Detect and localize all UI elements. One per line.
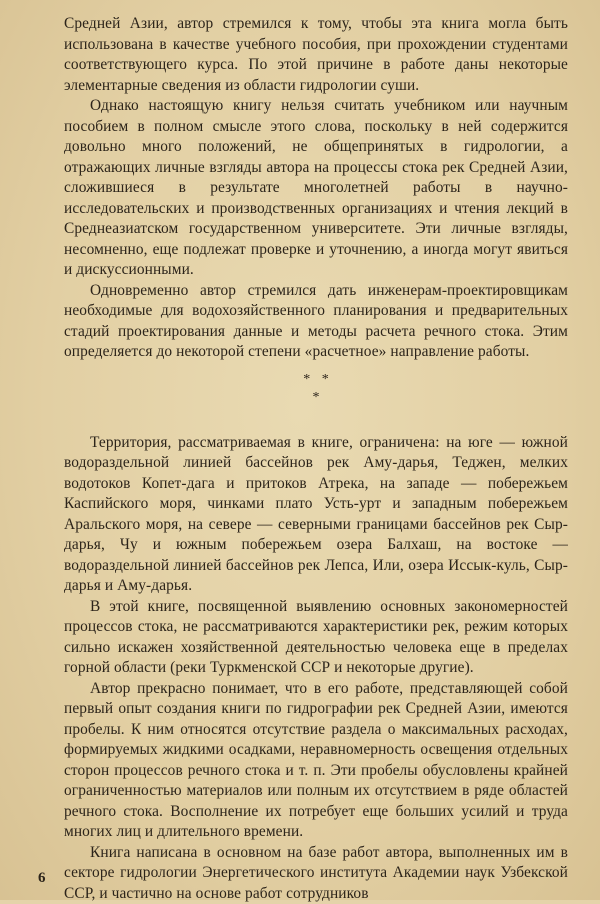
paragraph: Однако настоящую книгу нельзя считать учебником или научным пособием в полном смысле этого слова, поскольку в ней содержится довольно много положений, не общепринятых в гидрологии, а отражающих личные взгляды автора на процессы стока рек Средней Азии, сложившиеся в результате многолетней работы в научно-исследовательских и производственных организациях и чтения лекций в Среднеазиатском государственном университете. Эти личные взгляды, несомненно, еще подлежат проверке и уточнению, а иногда могут явиться и дискуссионными. (64, 96, 568, 281)
territory-section (64, 433, 568, 904)
section-separator (64, 371, 568, 411)
separator-star: * (64, 391, 568, 405)
paragraph: Средней Азии, автор стремился к тому, чтобы эта книга могла быть использована в качестве учебного пособия, при прохождении студентами соответствующего курса. По этой причине в работе даны некоторые элементарные сведения из области гидрологии суши. (64, 14, 568, 96)
paragraph: Территория, рассматриваемая в книге, ограничена: на юге — южной водораздельной линией бассейнов рек Аму-дарья, Теджен, мелких водотоков Копет-дага и притоков Атрека, на западе — побережьем Каспийского моря, чинками плато Усть-урт и западным побережьем Аральского моря, на севере — северными границами бассейнов рек Сыр-дарья, Чу и южным побережьем озера Балхаш, на востоке — водораздельной линией бассейнов рек Лепса, Или, озера Иссык-куль, Сыр-дарья и Аму-дарья. (64, 433, 568, 597)
separator-stars-row: * * (64, 373, 568, 387)
paragraph: Книга написана в основном на базе работ автора, выполненных им в секторе гидрологии Энергетического института Академии наук Узбекской ССР, и частично на основе работ сотрудников (64, 843, 568, 904)
paragraph: В этой книге, посвященной выявлению основных закономерностей процессов стока, не рассматриваются характеристики рек, режим которых сильно искажен хозяйственной деятельностью человека еще в пределах горной области (реки Туркменской ССР и некоторые другие). (64, 597, 568, 679)
paragraph: Одновременно автор стремился дать инженерам-проектировщикам необходимые для водохозяйственного планирования и предварительных стадий проектирования данные и методы расчета речного стока. Этим определяется до некоторой степени «расчетное» направление работы. (64, 281, 568, 363)
paragraph: Автор прекрасно понимает, что в его работе, представляющей собой первый опыт создания книги по гидрографии рек Средней Азии, имеются пробелы. К ним относятся отсутствие раздела о максимальных расходах, формируемых жидкими осадками, неравномерность освещения отдельных сторон процессов речного стока и т. п. Эти пробелы обусловлены крайней ограниченностью материалов или полным их отсутствием в ряде областей речного стока. Восполнение их потребует еще больших усилий и труда многих лиц и длительного времени. (64, 679, 568, 843)
page-number: 6 (38, 870, 46, 887)
preface-section (64, 14, 568, 363)
